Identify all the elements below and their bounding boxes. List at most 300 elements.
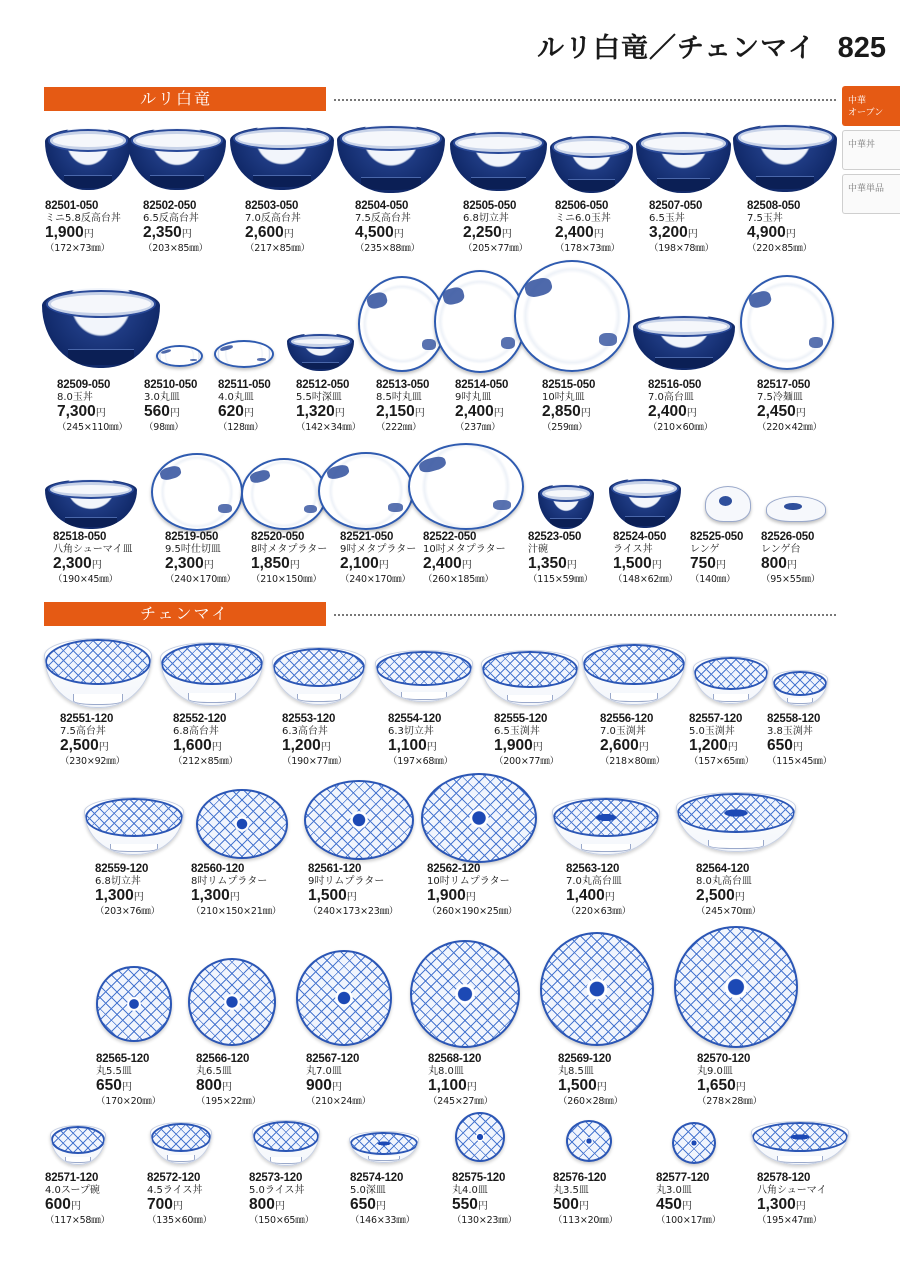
product-price: [427, 888, 557, 906]
product-name: 7.5反高台丼: [355, 213, 411, 224]
product-price: [428, 1078, 558, 1096]
price-value: 1,100: [388, 737, 427, 754]
price-value: 800: [761, 555, 787, 572]
price-value: 1,500: [613, 555, 652, 572]
price-value: 2,350: [143, 224, 182, 241]
product-name: レンゲ: [690, 544, 720, 555]
product-image: [42, 288, 160, 368]
currency-unit: 円: [461, 560, 472, 571]
product-name: 5.0ライス丼: [249, 1185, 305, 1196]
product-code: 82578-120: [757, 1172, 811, 1184]
product-code: 82564-120: [696, 863, 750, 875]
product-image: [705, 486, 751, 522]
currency-unit: 円: [466, 1082, 477, 1093]
product-code: 82568-120: [428, 1053, 482, 1065]
product-name: 8.0丸高台皿: [696, 876, 752, 887]
product-code: 82553-120: [282, 713, 336, 725]
price-value: 1,900: [427, 887, 466, 904]
currency-unit: 円: [375, 1201, 386, 1212]
product-name: 7.0丸高台皿: [566, 876, 622, 887]
currency-unit: 円: [172, 1201, 183, 1212]
product-code: 82501-050: [45, 200, 99, 212]
section-divider: [334, 99, 836, 101]
product-image: [733, 124, 837, 192]
product-name: 6.5玉丼: [649, 213, 685, 224]
product-code: 82567-120: [306, 1053, 360, 1065]
currency-unit: 円: [426, 742, 437, 753]
product-size: （190×45㎜）: [53, 574, 118, 585]
product-name: 丸7.0皿: [306, 1066, 342, 1077]
price-value: 2,850: [542, 403, 581, 420]
product-name: 8吋メタプラター: [251, 544, 328, 555]
price-value: 1,100: [428, 1077, 467, 1094]
product-code: 82566-120: [196, 1053, 250, 1065]
product-image: [230, 126, 334, 190]
price-value: 2,300: [53, 555, 92, 572]
product-item: [427, 863, 557, 918]
currency-unit: 円: [727, 742, 738, 753]
price-value: 650: [767, 737, 793, 754]
product-image: [672, 1122, 716, 1164]
product-code: 82572-120: [147, 1172, 201, 1184]
product-price: [308, 888, 438, 906]
product-size: （210×60㎜）: [648, 422, 713, 433]
price-value: 1,200: [282, 737, 321, 754]
side-tab-chuka-tanpin[interactable]: 中華単品: [842, 174, 900, 214]
product-size: （260×28㎜）: [558, 1096, 623, 1107]
product-name: 八角シューマイ: [757, 1185, 827, 1196]
product-code: 82523-050: [528, 531, 582, 543]
currency-unit: 円: [578, 1201, 589, 1212]
product-code: 82517-050: [757, 379, 811, 391]
section-title-ruri: ルリ白竜: [44, 87, 326, 111]
price-value: 1,350: [528, 555, 567, 572]
product-image: [287, 333, 354, 371]
product-code: 82512-050: [296, 379, 350, 391]
currency-unit: 円: [211, 742, 222, 753]
side-tab-chuka-oven[interactable]: 中華 オーブン: [842, 86, 900, 126]
product-name: 汁碗: [528, 544, 548, 555]
product-price: [747, 225, 877, 243]
product-name: 丸8.5皿: [558, 1066, 594, 1077]
product-image: [150, 1122, 212, 1164]
currency-unit: 円: [477, 1201, 488, 1212]
product-name: 9吋リムプラター: [308, 876, 385, 887]
product-size: （212×85㎜）: [173, 756, 238, 767]
product-size: （237㎜）: [455, 422, 501, 433]
product-image: [45, 479, 137, 529]
product-code: 82577-120: [656, 1172, 710, 1184]
product-size: （197×68㎜）: [388, 756, 453, 767]
product-name: 10吋リムプラター: [427, 876, 510, 887]
price-value: 1,500: [558, 1077, 597, 1094]
product-price: [60, 738, 190, 756]
product-image: [740, 275, 834, 370]
product-size: （140㎜）: [690, 574, 736, 585]
currency-unit: 円: [604, 892, 615, 903]
page-header: [537, 26, 886, 65]
product-image: [693, 656, 769, 704]
price-value: 620: [218, 403, 244, 420]
price-value: 2,600: [245, 224, 284, 241]
price-value: 1,300: [191, 887, 230, 904]
product-code: 82569-120: [558, 1053, 612, 1065]
currency-unit: 円: [70, 1201, 81, 1212]
price-value: 2,150: [376, 403, 415, 420]
product-image: [421, 773, 537, 863]
product-size: （245×27㎜）: [428, 1096, 493, 1107]
section-title-chenmai: チェンマイ: [44, 602, 326, 626]
price-value: 450: [656, 1196, 682, 1213]
product-price: [761, 556, 891, 574]
product-code: 82557-120: [689, 713, 743, 725]
product-code: 82521-050: [340, 531, 394, 543]
product-size: （245×70㎜）: [696, 906, 761, 917]
product-item: [757, 379, 887, 434]
product-name: 7.0玉渕丼: [600, 726, 646, 737]
product-item: [566, 863, 696, 918]
product-size: （230×92㎜）: [60, 756, 125, 767]
currency-unit: 円: [334, 408, 345, 419]
price-value: 600: [45, 1196, 71, 1213]
currency-unit: 円: [133, 892, 144, 903]
product-size: （203×85㎜）: [143, 243, 208, 254]
product-code: 82558-120: [767, 713, 821, 725]
product-code: 82561-120: [308, 863, 362, 875]
product-image: [128, 128, 226, 190]
price-value: 2,500: [696, 887, 735, 904]
product-image: [751, 1121, 849, 1165]
product-size: （130×23㎜）: [452, 1215, 517, 1226]
product-image: [349, 1131, 419, 1163]
price-value: 2,300: [165, 555, 204, 572]
product-name: 6.3高台丼: [282, 726, 328, 737]
product-price: [191, 888, 321, 906]
product-image: [772, 670, 828, 706]
product-name: 丸8.0皿: [428, 1066, 464, 1077]
price-value: 3,200: [649, 224, 688, 241]
currency-unit: 円: [566, 560, 577, 571]
product-name: 丸4.0皿: [452, 1185, 488, 1196]
price-value: 800: [249, 1196, 275, 1213]
currency-unit: 円: [795, 408, 806, 419]
product-item: [306, 1053, 436, 1108]
product-name: 10吋丸皿: [542, 392, 585, 403]
product-name: 4.5ライス丼: [147, 1185, 203, 1196]
currency-unit: 円: [169, 408, 180, 419]
product-image: [434, 270, 526, 373]
price-value: 650: [350, 1196, 376, 1213]
product-size: （157×65㎜）: [689, 756, 754, 767]
product-code: 82552-120: [173, 713, 227, 725]
product-name: 6.5玉渕丼: [494, 726, 540, 737]
product-name: 6.8切立丼: [95, 876, 141, 887]
product-name: 5.0玉渕丼: [689, 726, 735, 737]
currency-unit: 円: [596, 1082, 607, 1093]
product-image: [156, 345, 203, 367]
product-image: [450, 131, 547, 191]
price-value: 560: [144, 403, 170, 420]
currency-unit: 円: [580, 408, 591, 419]
price-value: 2,400: [455, 403, 494, 420]
product-item: [53, 531, 183, 586]
product-code: 82524-050: [613, 531, 667, 543]
product-image: [151, 453, 243, 531]
product-image: [582, 643, 686, 705]
product-image: [45, 128, 131, 190]
currency-unit: 円: [274, 1201, 285, 1212]
price-value: 2,100: [340, 555, 379, 572]
currency-unit: 円: [735, 1082, 746, 1093]
price-value: 7,300: [57, 403, 96, 420]
product-code: 82502-050: [143, 200, 197, 212]
product-size: （115×59㎜）: [528, 574, 593, 585]
product-code: 82510-050: [144, 379, 198, 391]
currency-unit: 円: [501, 229, 512, 240]
product-size: （200×77㎜）: [494, 756, 559, 767]
currency-unit: 円: [283, 229, 294, 240]
currency-unit: 円: [681, 1201, 692, 1212]
product-image: [50, 1125, 106, 1165]
product-name: 丸9.0皿: [697, 1066, 733, 1077]
currency-unit: 円: [229, 892, 240, 903]
currency-unit: 円: [243, 408, 254, 419]
product-image: [252, 1120, 320, 1166]
product-size: （217×85㎜）: [245, 243, 310, 254]
currency-unit: 円: [378, 560, 389, 571]
product-price: [53, 556, 183, 574]
product-name: ミニ5.8反高台丼: [45, 213, 121, 224]
currency-unit: 円: [393, 229, 404, 240]
currency-unit: 円: [532, 742, 543, 753]
currency-unit: 円: [289, 560, 300, 571]
product-code: 82570-120: [697, 1053, 751, 1065]
product-image: [514, 260, 630, 372]
product-name: 3.8玉渕丼: [767, 726, 813, 737]
product-code: 82511-050: [218, 379, 271, 391]
product-size: （222㎜）: [376, 422, 422, 433]
product-name: 7.5冷麺皿: [757, 392, 803, 403]
product-image: [410, 940, 520, 1048]
price-value: 4,500: [355, 224, 394, 241]
product-code: 82562-120: [427, 863, 481, 875]
product-name: 丸5.5皿: [96, 1066, 132, 1077]
product-item: [767, 713, 897, 768]
product-size: （150×65㎜）: [249, 1215, 314, 1226]
price-value: 1,320: [296, 403, 335, 420]
product-image: [241, 458, 327, 530]
currency-unit: 円: [795, 1201, 806, 1212]
product-image: [609, 478, 681, 528]
price-value: 1,900: [494, 737, 533, 754]
price-value: 1,200: [689, 737, 728, 754]
price-value: 650: [96, 1077, 122, 1094]
price-value: 1,300: [757, 1196, 796, 1213]
product-name: 4.0丸皿: [218, 392, 254, 403]
product-code: 82559-120: [95, 863, 149, 875]
product-image: [552, 797, 660, 855]
product-item: [757, 1172, 887, 1227]
product-name: ライス丼: [613, 544, 653, 555]
product-code: 82571-120: [45, 1172, 99, 1184]
product-size: （220×85㎜）: [747, 243, 812, 254]
currency-unit: 円: [98, 742, 109, 753]
product-image: [676, 792, 796, 852]
page-number: 825: [837, 32, 886, 64]
product-code: 82508-050: [747, 200, 801, 212]
product-size: （195×22㎜）: [196, 1096, 261, 1107]
product-size: （98㎜）: [144, 422, 184, 433]
product-name: 7.0反高台丼: [245, 213, 301, 224]
currency-unit: 円: [331, 1082, 342, 1093]
product-size: （195×47㎜）: [757, 1215, 822, 1226]
price-value: 1,300: [95, 887, 134, 904]
product-code: 82503-050: [245, 200, 299, 212]
product-size: （113×20㎜）: [553, 1215, 618, 1226]
product-size: （259㎜）: [542, 422, 588, 433]
currency-unit: 円: [686, 408, 697, 419]
product-name: 8.5吋丸皿: [376, 392, 422, 403]
product-code: 82526-050: [761, 531, 815, 543]
product-size: （170×20㎜）: [96, 1096, 161, 1107]
product-code: 82576-120: [553, 1172, 607, 1184]
product-item: [761, 531, 891, 586]
product-size: （240×170㎜）: [165, 574, 236, 585]
currency-unit: 円: [786, 560, 797, 571]
product-size: （240×170㎜）: [340, 574, 411, 585]
product-code: 82514-050: [455, 379, 509, 391]
price-value: 500: [553, 1196, 579, 1213]
product-price: [306, 1078, 436, 1096]
product-price: [696, 888, 826, 906]
product-name: 9.5吋仕切皿: [165, 544, 221, 555]
product-name: レンゲ台: [761, 544, 801, 555]
product-price: [566, 888, 696, 906]
product-code: 82565-120: [96, 1053, 150, 1065]
product-image: [538, 484, 594, 529]
product-size: （146×33㎜）: [350, 1215, 415, 1226]
price-value: 1,650: [697, 1077, 736, 1094]
product-code: 82520-050: [251, 531, 305, 543]
product-name: 八角シューマイ皿: [53, 544, 133, 555]
product-image: [408, 443, 524, 530]
product-item: [697, 1053, 827, 1108]
product-name: 8吋リムプラター: [191, 876, 268, 887]
product-image: [540, 932, 654, 1046]
product-code: 82516-050: [648, 379, 702, 391]
product-image: [296, 950, 392, 1046]
product-image: [636, 131, 731, 193]
product-code: 82575-120: [452, 1172, 506, 1184]
product-size: （178×73㎜）: [555, 243, 620, 254]
product-name: 8.0玉丼: [57, 392, 93, 403]
product-size: （100×17㎜）: [656, 1215, 721, 1226]
product-item: [60, 713, 190, 768]
product-size: （240×173×23㎜）: [308, 906, 399, 917]
side-tab-chukadon[interactable]: 中華丼: [842, 130, 900, 170]
product-price: [767, 738, 897, 756]
product-image: [358, 276, 446, 372]
product-image: [766, 496, 826, 522]
product-size: （235×88㎜）: [355, 243, 420, 254]
price-value: 700: [147, 1196, 173, 1213]
product-code: 82551-120: [60, 713, 114, 725]
product-image: [96, 966, 172, 1042]
product-image: [160, 642, 264, 706]
product-name: 7.5玉丼: [747, 213, 783, 224]
product-name: 5.0深皿: [350, 1185, 386, 1196]
price-value: 750: [690, 555, 716, 572]
product-code: 82518-050: [53, 531, 107, 543]
currency-unit: 円: [121, 1082, 132, 1093]
currency-unit: 円: [493, 408, 504, 419]
product-code: 82522-050: [423, 531, 477, 543]
product-size: （95×55㎜）: [761, 574, 821, 585]
product-size: （210×150×21㎜）: [191, 906, 282, 917]
product-size: （210×150㎜）: [251, 574, 322, 585]
product-item: [747, 200, 877, 255]
section-divider: [334, 614, 836, 616]
product-image: [550, 135, 633, 193]
product-item: [428, 1053, 558, 1108]
product-code: 82505-050: [463, 200, 517, 212]
product-image: [188, 958, 276, 1046]
price-value: 2,600: [600, 737, 639, 754]
currency-unit: 円: [687, 229, 698, 240]
currency-unit: 円: [651, 560, 662, 571]
price-value: 1,850: [251, 555, 290, 572]
currency-unit: 円: [346, 892, 357, 903]
product-name: 10吋メタプラター: [423, 544, 506, 555]
product-size: （172×73㎜）: [45, 243, 110, 254]
product-image: [633, 315, 735, 370]
price-value: 2,400: [648, 403, 687, 420]
product-image: [375, 650, 473, 702]
price-value: 900: [306, 1077, 332, 1094]
product-code: 82507-050: [649, 200, 703, 212]
product-image: [214, 340, 274, 368]
price-value: 2,400: [423, 555, 462, 572]
product-size: （148×62㎜）: [613, 574, 678, 585]
product-name: 丸3.0皿: [656, 1185, 692, 1196]
currency-unit: 円: [638, 742, 649, 753]
product-item: [191, 863, 321, 918]
product-code: 82509-050: [57, 379, 111, 391]
product-price: [558, 1078, 688, 1096]
product-size: （220×42㎜）: [757, 422, 822, 433]
product-name: 4.0スープ碗: [45, 1185, 100, 1196]
currency-unit: 円: [221, 1082, 232, 1093]
product-code: 82519-050: [165, 531, 219, 543]
currency-unit: 円: [83, 229, 94, 240]
product-size: （135×60㎜）: [147, 1215, 212, 1226]
product-price: [757, 404, 887, 422]
currency-unit: 円: [414, 408, 425, 419]
product-code: 82574-120: [350, 1172, 404, 1184]
product-image: [455, 1112, 505, 1162]
product-item: [558, 1053, 688, 1108]
product-code: 82506-050: [555, 200, 609, 212]
product-size: （260×185㎜）: [423, 574, 494, 585]
product-price: [697, 1078, 827, 1096]
product-image: [44, 638, 152, 708]
price-value: 2,450: [757, 403, 796, 420]
product-image: [566, 1120, 612, 1162]
product-item: [696, 863, 826, 918]
product-size: （278×28㎜）: [697, 1096, 762, 1107]
price-value: 1,500: [308, 887, 347, 904]
product-size: （245×110㎜）: [57, 422, 128, 433]
